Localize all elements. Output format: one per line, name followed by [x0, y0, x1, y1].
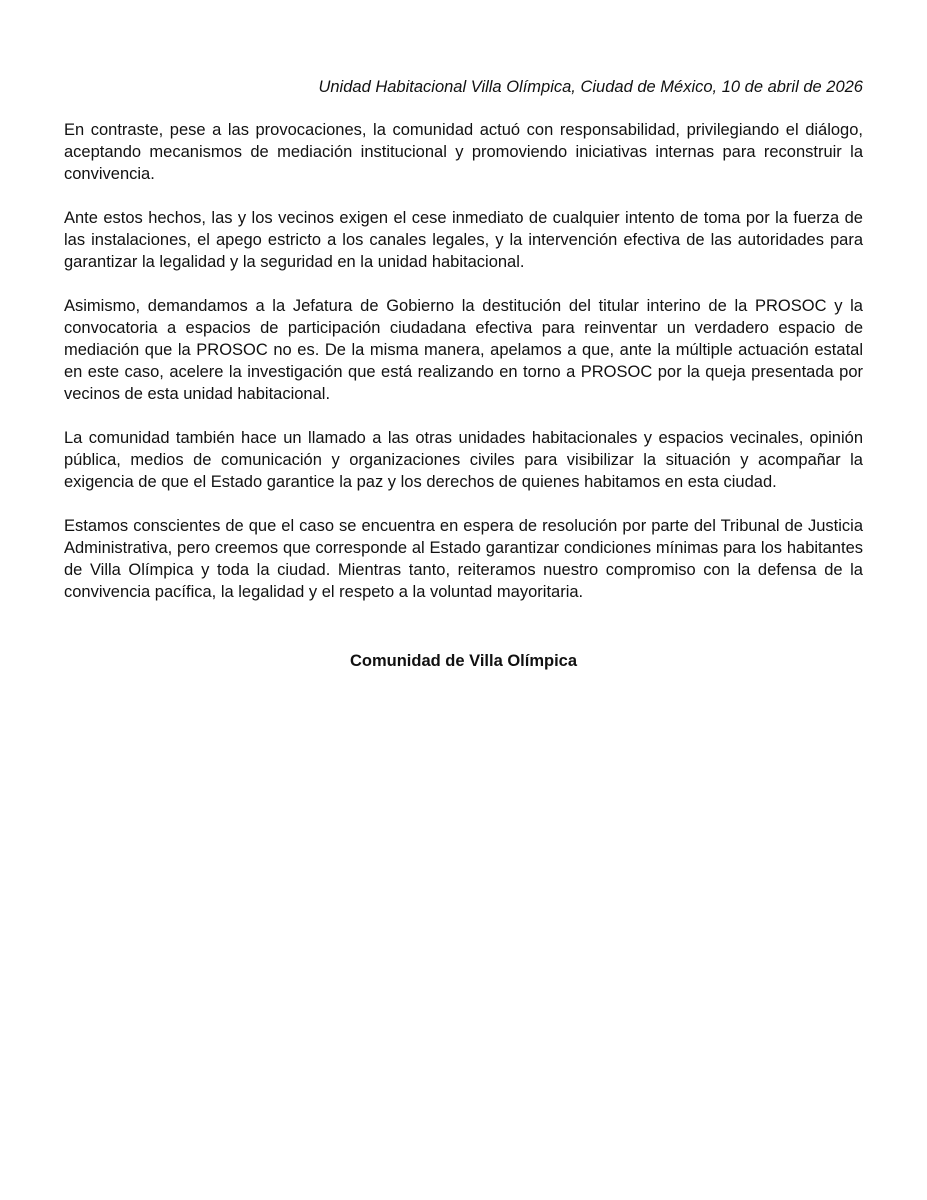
paragraph-3: Asimismo, demandamos a la Jefatura de Gobierno la destitución del titular interino de la PROSOC y la convocatoria a espacios de participación ciudadana efectiva para reinventar un verdadero espacio de mediación que la PROSOC no es. De la misma manera, apelamos a que, ante la múltiple actuación estatal en este caso, acelere la investigación que está realizando en torno a PROSOC por la queja presentada por vecinos de esta unidad habitacional.	[64, 297, 863, 403]
dateline: Unidad Habitacional Villa Olímpica, Ciudad de México, 10 de abril de 2026	[318, 78, 863, 96]
paragraph-2: Ante estos hechos, las y los vecinos exigen el cese inmediato de cualquier intento de toma por la fuerza de las instalaciones, el apego estricto a los canales legales, y la intervención efectiva de las autoridades para garantizar la legalidad y la seguridad en la unidad habitacional.	[64, 209, 863, 271]
paragraph-5: Estamos conscientes de que el caso se encuentra en espera de resolución por parte del Tribunal de Justicia Administrativa, pero creemos que corresponde al Estado garantizar condiciones mínimas para los habitantes de Villa Olímpica y toda la ciudad. Mientras tanto, reiteramos nuestro compromiso con la defensa de la convivencia pacífica, la legalidad y el respeto a la voluntad mayoritaria.	[64, 517, 863, 601]
document-body	[64, 119, 863, 625]
paragraph-4: La comunidad también hace un llamado a las otras unidades habitacionales y espacios vecinales, opinión pública, medios de comunicación y organizaciones civiles para visibilizar la situación y acompañar la exigencia de que el Estado garantice la paz y los derechos de quienes habitamos en esta ciudad.	[64, 429, 863, 491]
paragraph-1: En contraste, pese a las provocaciones, la comunidad actuó con responsabilidad, privilegiando el diálogo, aceptando mecanismos de mediación institucional y promoviendo iniciativas internas para reconstruir la convivencia.	[64, 121, 863, 183]
signature: Comunidad de Villa Olímpica	[349, 652, 578, 670]
